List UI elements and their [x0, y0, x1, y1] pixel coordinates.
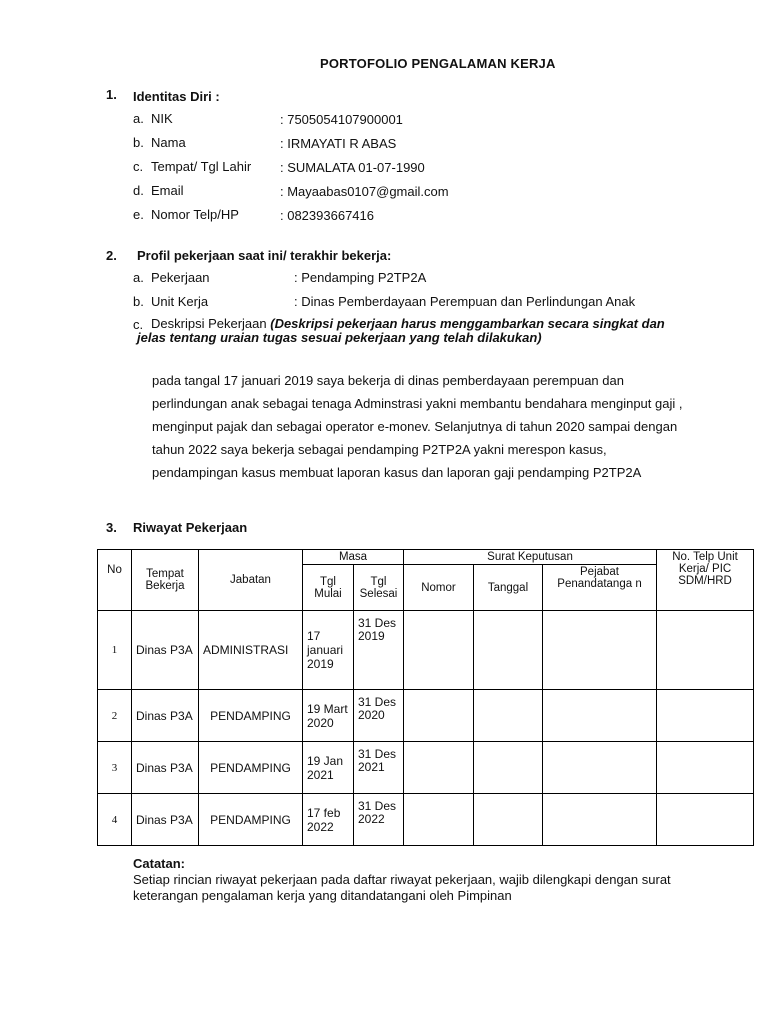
section2-heading: Profil pekerjaan saat ini/ terakhir bekerja:	[137, 248, 392, 263]
row-selesai: 31 Des 2022	[354, 794, 404, 846]
job-desc-heading	[137, 317, 677, 345]
work-history-table	[97, 549, 754, 846]
row-tempat: Dinas P3A	[132, 794, 199, 846]
catatan-heading: Catatan:	[133, 856, 186, 871]
section1-heading: Identitas Diri :	[133, 89, 220, 104]
row-pejabat	[543, 794, 657, 846]
identity-email-value: : Mayaabas0107@gmail.com	[280, 184, 449, 199]
header-jabatan: Jabatan	[199, 550, 303, 611]
identity-email-label: Email	[151, 183, 184, 198]
job-unit-label: Unit Kerja	[151, 294, 209, 309]
row-tanggal	[474, 611, 543, 690]
row-nomor	[404, 742, 474, 794]
identity-nik-label: NIK	[151, 111, 173, 126]
row-no: 3	[98, 742, 132, 794]
row-tempat: Dinas P3A	[132, 690, 199, 742]
row-jabatan: PENDAMPING	[199, 794, 303, 846]
identity-ttl-letter: c.	[133, 159, 144, 174]
row-jabatan: ADMINISTRASI	[199, 611, 303, 690]
page-title: PORTOFOLIO PENGALAMAN KERJA	[320, 56, 556, 71]
job-desc-letter: c.	[133, 317, 144, 332]
row-nomor	[404, 794, 474, 846]
row-tempat: Dinas P3A	[132, 742, 199, 794]
row-mulai: 19 Mart 2020	[303, 690, 354, 742]
section3-heading: Riwayat Pekerjaan	[133, 520, 248, 535]
row-nomor	[404, 690, 474, 742]
table-row	[98, 742, 754, 794]
job-desc-label: Deskripsi Pekerjaan	[151, 316, 267, 331]
identity-phone-letter: e.	[133, 207, 144, 222]
identity-email-letter: d.	[133, 183, 144, 198]
job-description: pada tangal 17 januari 2019 saya bekerja di dinas pemberdayaan perempuan dan perlindungan anak sebagai tenaga Adminstrasi yakni membantu bendahara menginput gaji , menginput pajak dan sebagai operator e-monev. Selanjutnya di tahun 2020 sampai dengan tahun 2022 saya bekerja sebagai pendamping P2TP2A yakni merespon kasus, pendampingan kasus membuat laporan kasus dan laporan gaji pendamping P2TP2A	[152, 373, 683, 480]
table-row	[98, 794, 754, 846]
row-no: 1	[98, 611, 132, 690]
header-nomor: Nomor	[404, 565, 474, 611]
row-telp	[657, 611, 754, 690]
row-jabatan: PENDAMPING	[199, 690, 303, 742]
header-tgl-selesai: Tgl Selesai	[354, 565, 404, 611]
row-telp	[657, 794, 754, 846]
identity-ttl-value: : SUMALATA 01-07-1990	[280, 160, 425, 175]
header-telp: No. Telp Unit Kerja/ PIC SDM/HRD	[657, 550, 754, 611]
identity-nik-letter: a.	[133, 111, 144, 126]
job-unit-letter: b.	[133, 294, 144, 309]
row-pejabat	[543, 690, 657, 742]
row-mulai: 17 feb 2022	[303, 794, 354, 846]
job-pekerjaan-letter: a.	[133, 270, 144, 285]
table-row	[98, 611, 754, 690]
job-unit-value: : Dinas Pemberdayaan Perempuan dan Perlindungan Anak	[294, 294, 636, 309]
identity-nama-value: : IRMAYATI R ABAS	[280, 136, 397, 151]
row-selesai: 31 Des 2020	[354, 690, 404, 742]
identity-nama-label: Nama	[151, 135, 186, 150]
identity-phone-value: : 082393667416	[280, 208, 374, 223]
row-tanggal	[474, 794, 543, 846]
row-mulai: 17 januari 2019	[303, 611, 354, 690]
row-pejabat	[543, 742, 657, 794]
row-mulai: 19 Jan 2021	[303, 742, 354, 794]
identity-ttl-label: Tempat/ Tgl Lahir	[151, 159, 252, 174]
header-tgl-mulai: Tgl Mulai	[303, 565, 354, 611]
row-jabatan: PENDAMPING	[199, 742, 303, 794]
identity-nik-value: : 7505054107900001	[280, 112, 403, 127]
row-tempat: Dinas P3A	[132, 611, 199, 690]
row-no: 4	[98, 794, 132, 846]
identity-nama-letter: b.	[133, 135, 144, 150]
row-nomor	[404, 611, 474, 690]
row-telp	[657, 742, 754, 794]
job-pekerjaan-value: : Pendamping P2TP2A	[294, 270, 427, 285]
row-no: 2	[98, 690, 132, 742]
header-surat: Surat Keputusan	[404, 550, 657, 565]
header-tempat: Tempat Bekerja	[132, 550, 199, 611]
row-tanggal	[474, 742, 543, 794]
row-telp	[657, 690, 754, 742]
row-pejabat	[543, 611, 657, 690]
row-selesai: 31 Des 2019	[354, 611, 404, 690]
header-pejabat: Pejabat Penandatanga n	[543, 565, 657, 611]
row-selesai: 31 Des 2021	[354, 742, 404, 794]
header-tanggal: Tanggal	[474, 565, 543, 611]
section1-number: 1.	[106, 87, 117, 102]
table-row	[98, 690, 754, 742]
section2-number: 2.	[106, 248, 117, 263]
header-masa: Masa	[303, 550, 404, 565]
header-no: No	[98, 550, 132, 611]
identity-phone-label: Nomor Telp/HP	[151, 207, 239, 222]
row-tanggal	[474, 690, 543, 742]
catatan-text: Setiap rincian riwayat pekerjaan pada daftar riwayat pekerjaan, wajib dilengkapi dengan surat keterangan pengalaman kerja yang ditandatangani oleh Pimpinan	[133, 872, 671, 903]
job-desc-note: (Deskripsi pekerjaan harus menggambarkan secara singkat dan jelas tentang uraian tugas sesuai pekerjaan yang telah dilakukan)	[137, 316, 665, 345]
job-pekerjaan-label: Pekerjaan	[151, 270, 210, 285]
section3-number: 3.	[106, 520, 117, 535]
